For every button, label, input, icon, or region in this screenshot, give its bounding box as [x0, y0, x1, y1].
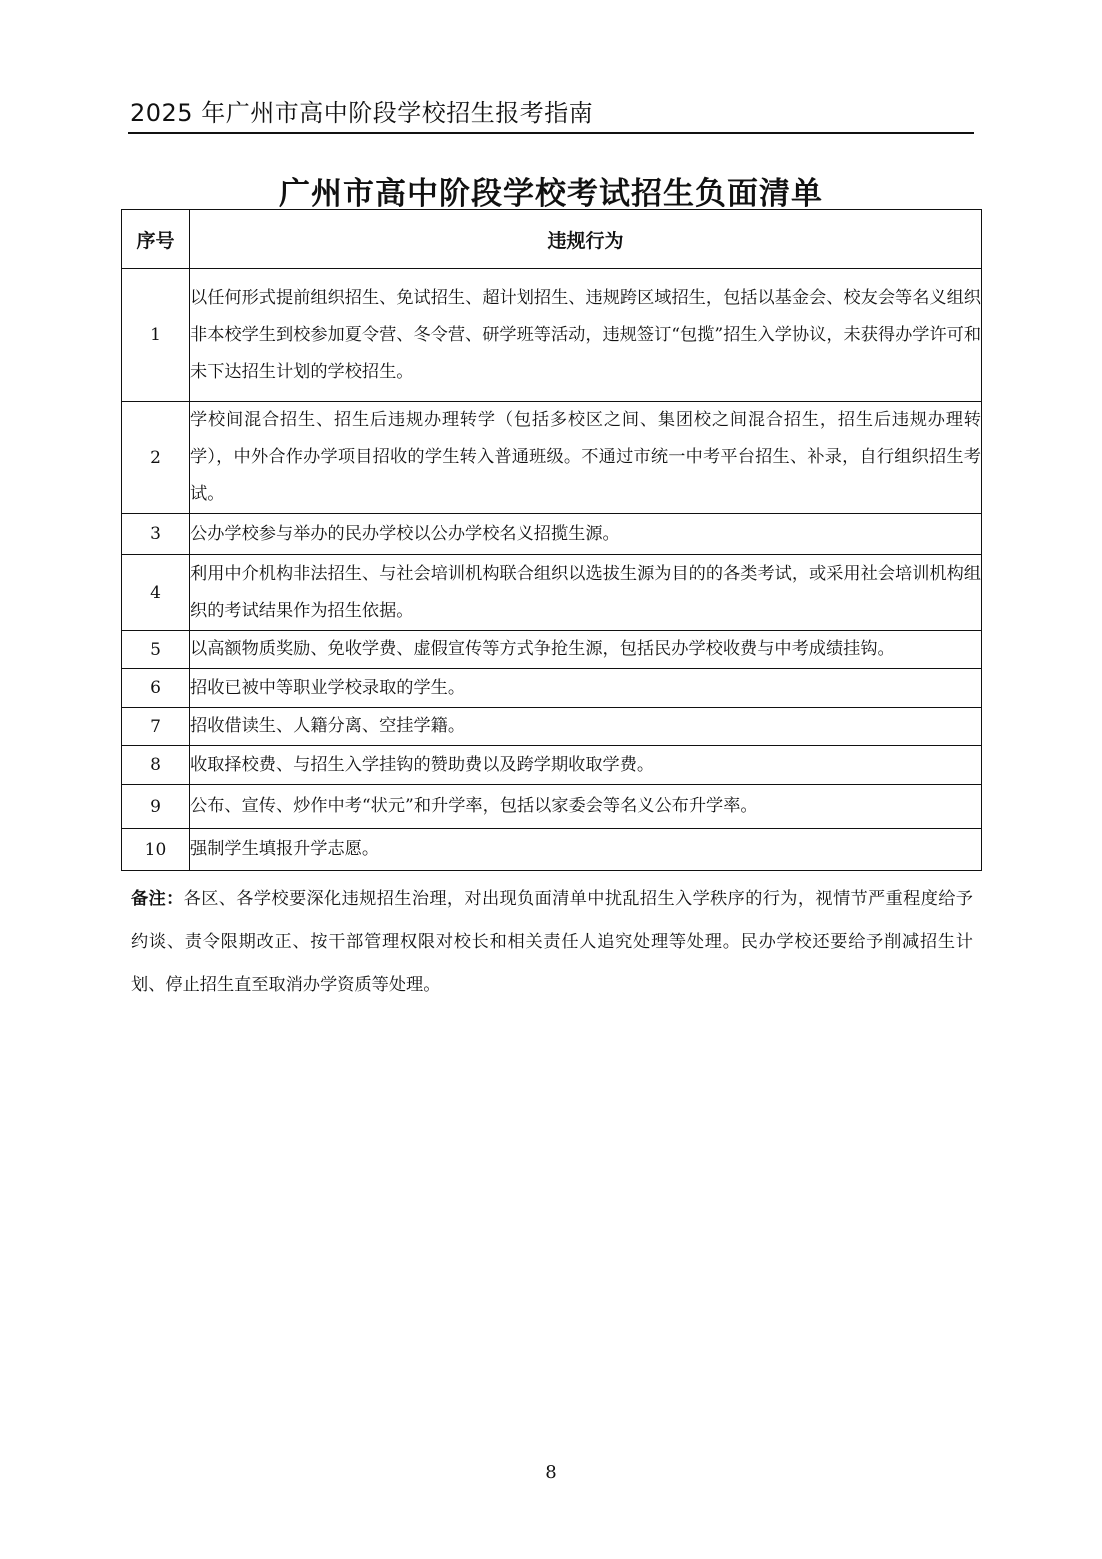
row-behavior: 利用中介机构非法招生、与社会培训机构联合组织以选拔生源为目的的各类考试，或采用社会培训机构组织的考试结果作为招生依据。: [190, 555, 982, 631]
row-number: 10: [122, 829, 190, 871]
row-behavior: 招收借读生、人籍分离、空挂学籍。: [190, 708, 982, 746]
table-row: [122, 631, 982, 669]
table-row: [122, 669, 982, 708]
header-title: 2025 年广州市高中阶段学校招生报考指南: [130, 99, 594, 127]
remark-paragraph: [131, 878, 973, 1007]
row-behavior: 招收已被中等职业学校录取的学生。: [190, 669, 982, 708]
row-behavior: 收取择校费、与招生入学挂钩的赞助费以及跨学期收取学费。: [190, 746, 982, 785]
row-number: 9: [122, 785, 190, 829]
negative-list-table: [121, 209, 982, 871]
row-number: 7: [122, 708, 190, 746]
row-number: 4: [122, 555, 190, 631]
running-header: [128, 96, 974, 134]
row-number: 1: [122, 269, 190, 402]
table-row: [122, 402, 982, 514]
table-row: [122, 785, 982, 829]
row-behavior: 学校间混合招生、招生后违规办理转学（包括多校区之间、集团校之间混合招生，招生后违规办理转学），中外合作办学项目招收的学生转入普通班级。不通过市统一中考平台招生、补录，自行组织招生考试。: [190, 402, 982, 514]
row-number: 8: [122, 746, 190, 785]
row-behavior: 公布、宣传、炒作中考“状元”和升学率，包括以家委会等名义公布升学率。: [190, 785, 982, 829]
table-row: [122, 555, 982, 631]
row-number: 6: [122, 669, 190, 708]
page-number: 8: [545, 1462, 557, 1483]
table-row: [122, 514, 982, 555]
remark-text: 各区、各学校要深化违规招生治理，对出现负面清单中扰乱招生入学秩序的行为，视情节严重程度给予约谈、责令限期改正、按干部管理权限对校长和相关责任人追究处理等处理。民办学校还要给予削减招生计划、停止招生直至取消办学资质等处理。: [131, 889, 973, 995]
row-behavior: 以任何形式提前组织招生、免试招生、超计划招生、违规跨区域招生，包括以基金会、校友会等名义组织非本校学生到校参加夏令营、冬令营、研学班等活动，违规签订“包揽”招生入学协议，未获得办学许可和未下达招生计划的学校招生。: [190, 269, 982, 402]
row-behavior: 公办学校参与举办的民办学校以公办学校名义招揽生源。: [190, 514, 982, 555]
document-title: 广州市高中阶段学校考试招生负面清单: [279, 176, 823, 212]
table-row: [122, 708, 982, 746]
column-header-number: 序号: [122, 210, 190, 269]
row-number: 3: [122, 514, 190, 555]
table-header-row: [122, 210, 982, 269]
row-number: 2: [122, 402, 190, 514]
table-row: [122, 829, 982, 871]
table-row: [122, 746, 982, 785]
row-number: 5: [122, 631, 190, 669]
table-row: [122, 269, 982, 402]
column-header-behavior: 违规行为: [190, 210, 982, 269]
row-behavior: 强制学生填报升学志愿。: [190, 829, 982, 871]
remark-label: 备注：: [131, 889, 184, 909]
row-behavior: 以高额物质奖励、免收学费、虚假宣传等方式争抢生源，包括民办学校收费与中考成绩挂钩。: [190, 631, 982, 669]
